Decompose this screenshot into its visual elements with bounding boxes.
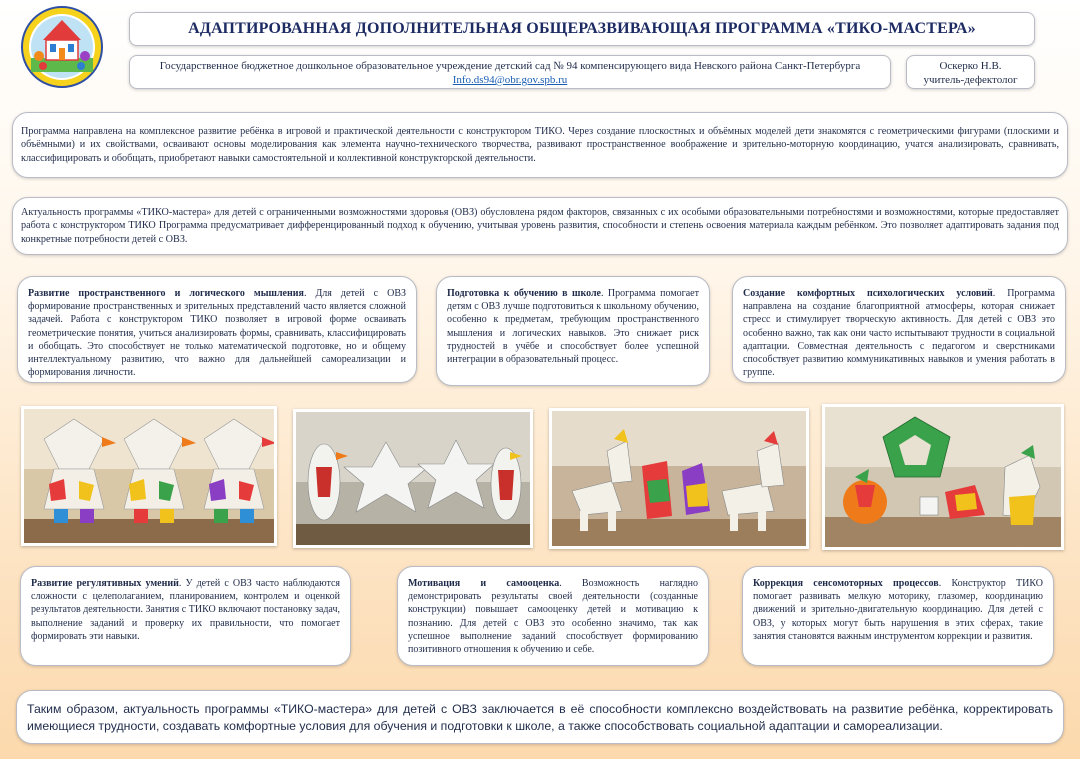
card-heading: Подготовка к обучению в школе [447,288,601,299]
email-link[interactable]: Info.ds94@obr.gov.spb.ru [452,74,568,86]
card-text: . Программа помогает детям с ОВЗ лучше подготовиться к школьному обучению, особенно к предметам, требующим пространственного мышления и логических навыков. Это снижает риск трудностей в учёбе и способствует более успешной интеграции в образовательный процесс. [447,288,699,366]
photo-tiko-animals [549,408,809,549]
conclusion-box [16,690,1064,744]
intro-box-1 [12,112,1068,178]
card-heading: Создание комфортных психологических условий [743,288,993,299]
card-heading: Развитие регулятивных умений [31,578,179,589]
card-text: . У детей с ОВЗ часто наблюдаются сложности с целеполаганием, планированием, контролем и оценкой результатов деятельности. Занятия с ТИКО включают постановку задач, выполнение заданий и проверку их правильности, что помогает формировать эти навыки. [31,578,340,642]
photo-tiko-chicks [21,406,277,546]
photo-tiko-figures [822,404,1064,550]
card-text: . Возможность наглядно демонстрировать результаты своей деятельности (созданные конструкции) повышает самооценку детей и мотивацию к познанию. Для детей с ОВЗ это особенно значимо, так как успешное выполнение заданий способствует формированию позитивного отношения к обучению и себе. [408,578,698,656]
intro-paragraph-2: Актуальность программы «ТИКО-мастера» для детей с ограниченными возможностями здоровья (ОВЗ) обусловлена рядом факторов, связанных с их особыми образовательными потребностями и возможностями, которые предоставляет работа с конструктором ТИКО Программа предусматривает дифференцированный подход к обучению, учитывая уровень развития, способности и степень освоения материала каждым ребёнком. Это позволяет адаптировать задания под конкретные потребности детей с ОВЗ. [21,207,1059,245]
card-heading: Коррекция сенсомоторных процессов [753,578,939,589]
card-spatial-thinking [17,276,417,383]
card-school-prep [436,276,710,386]
organization-name: Государственное бюджетное дошкольное образовательное учреждение детский сад № 94 компенсирующего вида Невского района Санкт-Петербурга [159,60,861,72]
intro-box-2 [12,197,1068,255]
author-name: Оскерко Н.В. [939,60,1002,72]
intro-paragraph-1: Программа направлена на комплексное развитие ребёнка в игровой и практической деятельности с конструктором ТИКО. Через создание плоскостных и объёмных моделей дети знакомятся с геометрическими фигурами (плоскими и объёмными) и их свойствами, осваивают основы моделирования как элемента научно-технического творчества, развивают пространственное воображение и зрительно-моторную координацию, учатся анализировать, сравнивать, классифицировать и обобщать, приобретают навыки самостоятельной и коллективной конструкторской деятельности. [21,126,1059,164]
card-text: . Для детей с ОВЗ формирование пространственных и зрительных представлений часто является сложной задачей. Работа с конструктором ТИКО позволяет в игровой форме осваивать геометрические понятия, учиться анализировать формы, сравнивать, классифицировать и обобщать. Это способствует не только математической подготовке, но и общему интеллектуальному развитию, что важно для дальнейшей самореализации и формирования личности. [28,288,406,379]
photo-tiko-snowflakes [293,409,533,548]
card-motivation [397,566,709,666]
card-text: . Программа направлена на создание благоприятной атмосферы, которая снижает стресс и стимулирует творческую активность. Для детей с ОВЗ это особенно важно, так как они часто испытывают трудности в социальной адаптации. Совместная деятельность с педагогом и сверстниками способствует развитию коммуникативных навыков и умения работать в группе. [743,288,1055,379]
organization-box [129,55,891,89]
kindergarten-logo [21,6,103,88]
page-title: АДАПТИРОВАННАЯ ДОПОЛНИТЕЛЬНАЯ ОБЩЕРАЗВИВАЮЩАЯ ПРОГРАММА «ТИКО-МАСТЕРА» [129,12,1035,46]
author-role: учитель-дефектолог [923,74,1018,86]
card-heading: Развитие пространственного и логического мышления [28,288,304,299]
conclusion-text: Таким образом, актуальность программы «ТИКО-мастера» для детей с ОВЗ заключается в её способности комплексно воздействовать на развитие ребёнка, корректировать имеющиеся трудности, создавать комфортные условия для обучения и подготовки к школе, а также способствовать социальной адаптации и самореализации. [27,702,1053,733]
card-regulatory-skills [20,566,351,666]
card-heading: Мотивация и самооценка [408,578,560,589]
card-sensorimotor [742,566,1054,666]
card-text: . Конструктор ТИКО помогает развивать мелкую моторику, глазомер, координацию движений и зрительно-двигательную координацию. Для детей с ОВЗ, у которых могут быть нарушения в этих сферах, такие занятия становятся важным инструментом коррекции и развития. [753,578,1044,642]
card-comfort-conditions [732,276,1066,383]
author-box [906,55,1035,89]
